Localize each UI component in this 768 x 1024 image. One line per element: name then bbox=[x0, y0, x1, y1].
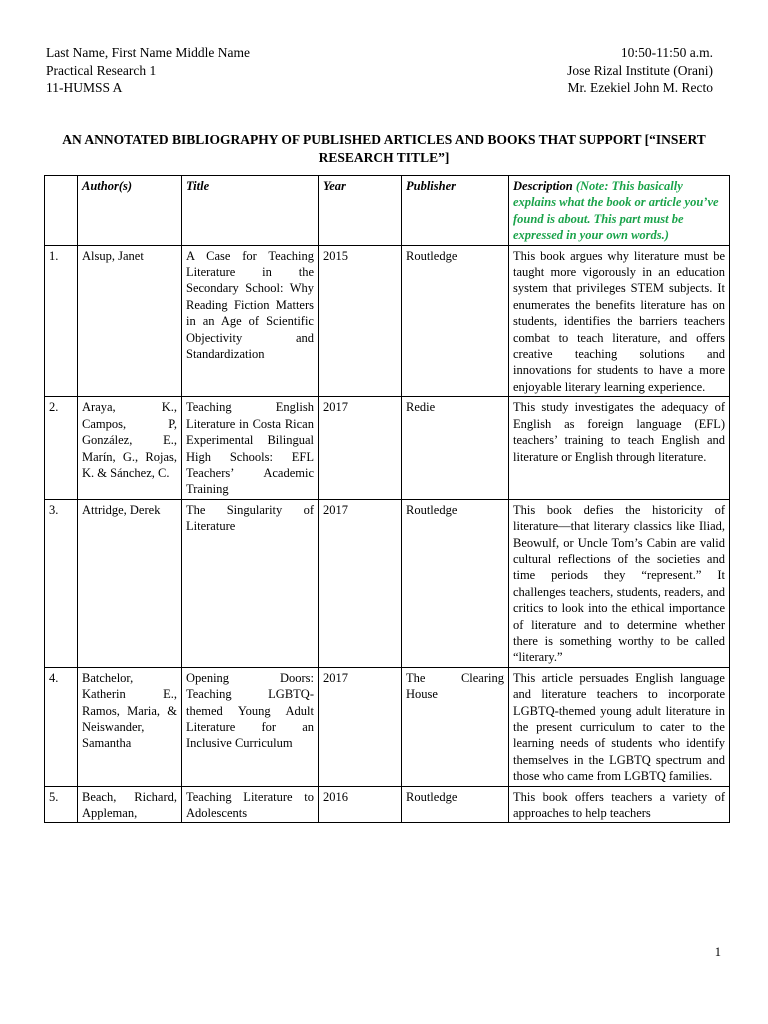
table-row bbox=[45, 786, 730, 823]
table-header-row bbox=[45, 176, 730, 246]
row-publisher: The Clearing House bbox=[402, 667, 509, 786]
school-name: Jose Rizal Institute (Orani) bbox=[567, 62, 713, 78]
subject-name: Practical Research 1 bbox=[46, 62, 157, 78]
table-row bbox=[45, 245, 730, 397]
document-header bbox=[46, 44, 713, 97]
class-time: 10:50-11:50 a.m. bbox=[620, 45, 713, 60]
row-description: This study investigates the adequacy of English as foreign language (EFL) teachers’ training to teach English and literature or English through literature. bbox=[509, 397, 730, 499]
header-publisher: Publisher bbox=[402, 176, 509, 246]
row-publisher: Routledge bbox=[402, 499, 509, 667]
header-description bbox=[509, 176, 730, 246]
row-publisher: Redie bbox=[402, 397, 509, 499]
row-num: 5. bbox=[45, 786, 78, 823]
row-year: 2017 bbox=[319, 667, 402, 786]
row-authors: Attridge, Derek bbox=[78, 499, 182, 667]
row-authors: Beach, Richard, Appleman, bbox=[78, 786, 182, 823]
header-year: Year bbox=[319, 176, 402, 246]
row-title: Teaching English Literature in Costa Rican Experimental Bilingual High Schools: EFL Teachers’ Academic Training bbox=[182, 397, 319, 499]
row-description: This book argues why literature must be taught more vigorously in an education system that privileges STEM subjects. It enumerates the benefits literature has on students, identifies the barriers teachers combat to teach literature, and offers creative teaching solutions and innovations for students to have a more enjoyable literary learning experience. bbox=[509, 245, 730, 397]
description-note: (Note: This basically explains what the book or article you’ve found is about. This part must be expressed in your own words.) bbox=[513, 179, 719, 243]
row-authors: Araya, K., Campos, P, González, E., Marín, G., Rojas, K. & Sánchez, C. bbox=[78, 397, 182, 499]
section-name: 11-HUMSS A bbox=[46, 80, 123, 95]
row-description: This book offers teachers a variety of approaches to help teachers bbox=[509, 786, 730, 823]
page-number: 1 bbox=[714, 945, 721, 959]
row-description: This article persuades English language and literature teachers to incorporate LGBTQ-themed young adult literature in the present curriculum to cater to the learning needs of students who identify themselves in the LGBTQ spectrum and those who came from LGBTQ families. bbox=[509, 667, 730, 786]
header-title: Title bbox=[182, 176, 319, 246]
description-label: Description bbox=[513, 179, 573, 193]
document-title: AN ANNOTATED BIBLIOGRAPHY OF PUBLISHED ARTICLES AND BOOKS THAT SUPPORT [“INSERT RESEARCH TITLE”] bbox=[62, 132, 706, 165]
row-authors: Batchelor, Katherin E., Ramos, Maria, & Neiswander, Samantha bbox=[78, 667, 182, 786]
table-row bbox=[45, 397, 730, 499]
row-title: Opening Doors: Teaching LGBTQ-themed Young Adult Literature for an Inclusive Curriculum bbox=[182, 667, 319, 786]
row-year: 2016 bbox=[319, 786, 402, 823]
row-publisher: Routledge bbox=[402, 786, 509, 823]
row-authors: Alsup, Janet bbox=[78, 245, 182, 397]
row-title: A Case for Teaching Literature in the Secondary School: Why Reading Fiction Matters in an Age of Scientific Objectivity and Standardization bbox=[182, 245, 319, 397]
row-num: 3. bbox=[45, 499, 78, 667]
row-year: 2017 bbox=[319, 499, 402, 667]
row-publisher: Routledge bbox=[402, 245, 509, 397]
header-authors: Author(s) bbox=[78, 176, 182, 246]
teacher-name: Mr. Ezekiel John M. Recto bbox=[567, 80, 713, 95]
header-num bbox=[45, 176, 78, 246]
student-name: Last Name, First Name Middle Name bbox=[46, 45, 250, 60]
table-row bbox=[45, 667, 730, 786]
row-title: Teaching Literature to Adolescents bbox=[182, 786, 319, 823]
row-description: This book defies the historicity of literature—that literary classics like Iliad, Beowulf, or Uncle Tom’s Cabin are valid cultural reflections of the societies and time periods they “represent.” It challenges teachers, students, readers, and critics to look into the ethical importance of literature and to determine whether there is something worthy to be called “literary.” bbox=[509, 499, 730, 667]
row-year: 2017 bbox=[319, 397, 402, 499]
row-num: 4. bbox=[45, 667, 78, 786]
row-year: 2015 bbox=[319, 245, 402, 397]
row-title: The Singularity of Literature bbox=[182, 499, 319, 667]
table-row bbox=[45, 499, 730, 667]
row-num: 1. bbox=[45, 245, 78, 397]
bibliography-table bbox=[44, 175, 730, 823]
row-num: 2. bbox=[45, 397, 78, 499]
